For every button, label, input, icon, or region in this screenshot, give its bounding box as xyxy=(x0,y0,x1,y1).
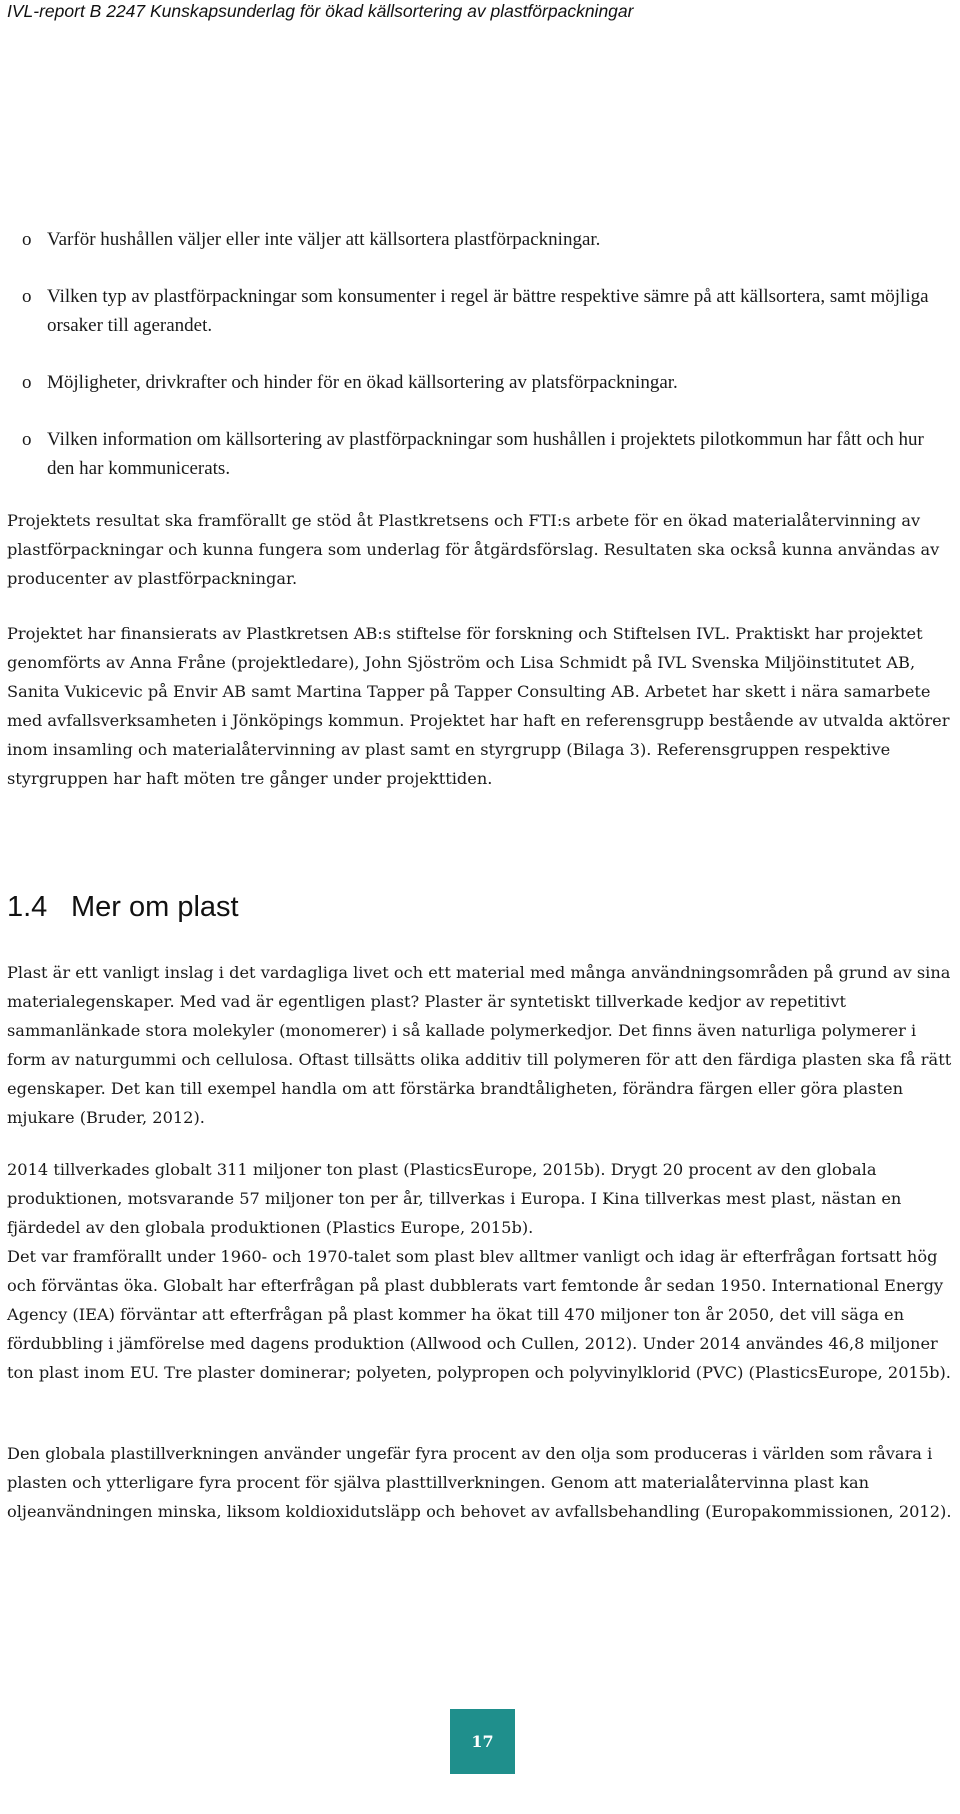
question-list xyxy=(0,225,960,511)
running-header: IVL-report B 2247 Kunskapsunderlag för ökad källsortering av plastförpackningar xyxy=(7,1,634,21)
bullet-marker: o xyxy=(22,372,32,393)
paragraph-project-funding: Projektet har finansierats av Plastkretsen AB:s stiftelse för forskning och Stiftelsen IVL. Praktiskt har projektet genomförts av Anna Fråne (projektledare), John Sjöström och Lisa Schmidt på IVL Svenska Miljöinstitutet AB, Sanita Vukicevic på Envir AB samt Martina Tapper på Tapper Consulting AB. Arbetet har skett i nära samarbete med avfallsverksamheten i Jönköpings kommun. Projektet har haft en referensgrupp bestående av utvalda aktörer inom insamling och materialåtervinning av plast samt en styrgrupp (Bilaga 3). Referensgruppen respektive styrgruppen har haft möten tre gånger under projekttiden. xyxy=(7,624,950,788)
bullet-marker: o xyxy=(22,429,32,450)
paragraph-global-production: 2014 tillverkades globalt 311 miljoner ton plast (PlasticsEurope, 2015b). Drygt 20 procent av den globala produktionen, motsvarande 57 miljoner ton per år, tillverkas i Europa. I Kina tillverkas mest plast, nästan en fjärdedel av den globala produktionen (Plastics Europe, 2015b). xyxy=(7,1160,902,1237)
bullet-marker: o xyxy=(22,229,32,250)
list-item xyxy=(0,425,960,483)
list-item-text: Vilken information om källsortering av plastförpackningar som hushållen i projektets pilotkommun har fått och hur den har kommunicerats. xyxy=(47,429,924,479)
paragraph-what-is-plastic: Plast är ett vanligt inslag i det vardagliga livet och ett material med många användningsområden på grund av sina materialegenskaper. Med vad är egentligen plast? Plaster är syntetiskt tillverkade kedjor av repetitivt sammanlänkade stora molekyler (monomerer) i så kallade polymerkedjor. Det finns även naturliga polymerer i form av naturgummi och cellulosa. Oftast tillsätts olika additiv till polymeren för att den färdiga plasten ska få rätt egenskaper. Det kan till exempel handla om att förstärka brandtåligheten, förändra färgen eller göra plasten mjukare (Bruder, 2012). xyxy=(7,963,952,1127)
page-number: 17 xyxy=(450,1709,515,1774)
list-item xyxy=(0,368,960,397)
list-item-text: Möjligheter, drivkrafter och hinder för en ökad källsortering av platsförpackningar. xyxy=(47,372,678,393)
paragraph-demand-history: Det var framförallt under 1960- och 1970-talet som plast blev alltmer vanligt och idag är efterfrågan fortsatt hög och förväntas öka. Globalt har efterfrågan på plast dubblerats vart femtonde år sedan 1950. International Energy Agency (IEA) förväntar att efterfrågan på plast kommer ha ökat till 470 miljoner ton år 2050, det vill säga en fördubbling i jämförelse med dagens produktion (Allwood och Cullen, 2012). Under 2014 användes 46,8 miljoner ton plast inom EU. Tre plaster dominerar; polyeten, polypropen och polyvinylklorid (PVC) (PlasticsEurope, 2015b). xyxy=(7,1247,951,1382)
paragraph-project-goals: Projektets resultat ska framförallt ge stöd åt Plastkretsens och FTI:s arbete för en ökad materialåtervinning av plastförpackningar och kunna fungera som underlag för åtgärdsförslag. Resultaten ska också kunna användas av producenter av plastförpackningar. xyxy=(7,511,940,588)
section-title: Mer om plast xyxy=(71,891,239,923)
section-heading xyxy=(7,887,239,927)
list-item xyxy=(0,282,960,340)
section-number: 1.4 xyxy=(7,891,48,923)
list-item-text: Varför hushållen väljer eller inte väljer att källsortera plastförpackningar. xyxy=(47,229,601,250)
list-item xyxy=(0,225,960,254)
bullet-marker: o xyxy=(22,286,32,307)
list-item-text: Vilken typ av plastförpackningar som konsumenter i regel är bättre respektive sämre på att källsortera, samt möjliga orsaker till agerandet. xyxy=(47,286,929,336)
paragraph-oil-usage: Den globala plastillverkningen använder ungefär fyra procent av den olja som produceras i världen som råvara i plasten och ytterligare fyra procent för själva plasttillverkningen. Genom att materialåtervinna plast kan oljeanvändningen minska, liksom koldioxidutsläpp och behovet av avfallsbehandling (Europakommissionen, 2012). xyxy=(7,1444,952,1521)
